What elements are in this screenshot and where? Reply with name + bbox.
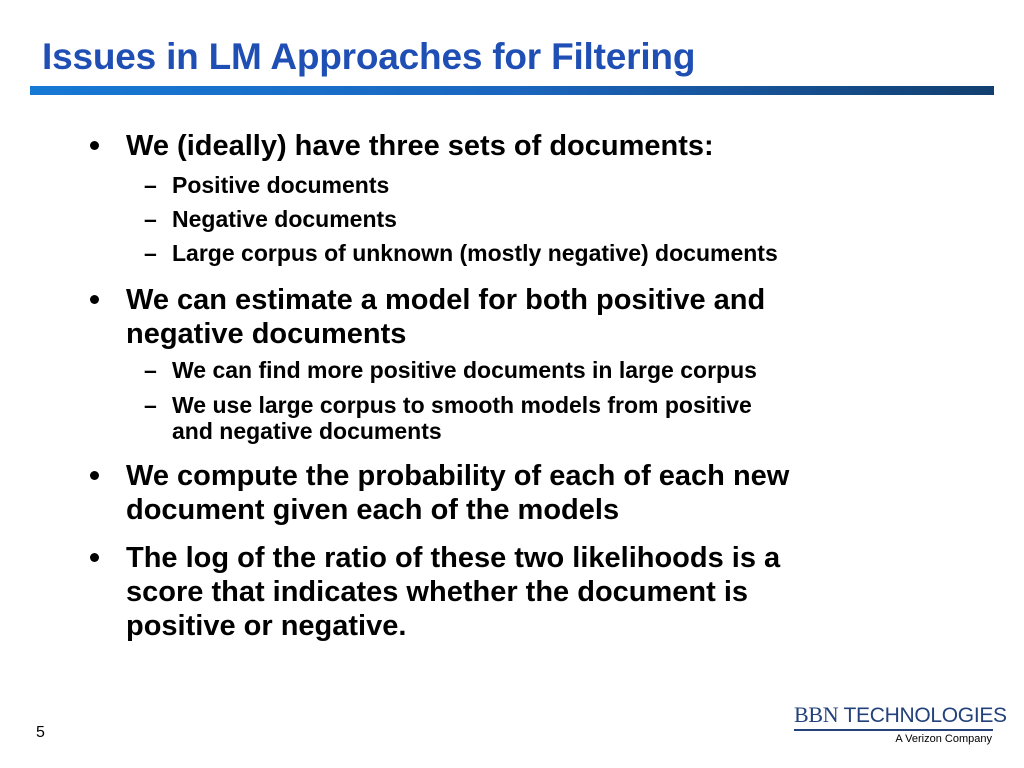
logo-rule	[794, 729, 993, 731]
dash-icon: –	[144, 357, 157, 383]
bullet-text: We can estimate a model for both positive and negative documents	[126, 284, 766, 350]
dash-icon: –	[144, 172, 157, 198]
logo-wordmark	[794, 702, 1007, 728]
logo-tagline: A Verizon Company	[895, 733, 992, 745]
bullet-text: The log of the ratio of these two likelihoods is a score that indicates whether the document is positive or negative.	[126, 542, 781, 642]
title-underline-bar	[30, 86, 994, 95]
bullet-dot-icon	[90, 141, 99, 150]
slide-title: Issues in LM Approaches for Filtering	[42, 36, 696, 77]
dash-icon: –	[144, 392, 157, 418]
bullet-text: We (ideally) have three sets of documents:	[126, 130, 714, 162]
sub-bullet-text: We use large corpus to smooth models from positive and negative documents	[172, 392, 752, 444]
sub-bullet-text: Negative documents	[172, 206, 397, 232]
dash-icon: –	[144, 206, 157, 232]
bullet-dot-icon	[90, 471, 99, 480]
dash-icon: –	[144, 240, 157, 266]
bullet-text: We compute the probability of each of each new document given each of the models	[126, 460, 790, 526]
sub-bullet-text: We can find more positive documents in large corpus	[172, 357, 757, 383]
bullet-dot-icon	[90, 295, 99, 304]
sub-bullet-text: Positive documents	[172, 172, 390, 198]
bullet-dot-icon	[90, 553, 99, 562]
company-logo	[794, 702, 1007, 748]
logo-brand: BBN	[794, 702, 839, 727]
sub-bullet-text: Large corpus of unknown (mostly negative) documents	[172, 240, 778, 266]
logo-name: TECHNOLOGIES	[843, 704, 1007, 727]
page-number: 5	[36, 724, 45, 741]
